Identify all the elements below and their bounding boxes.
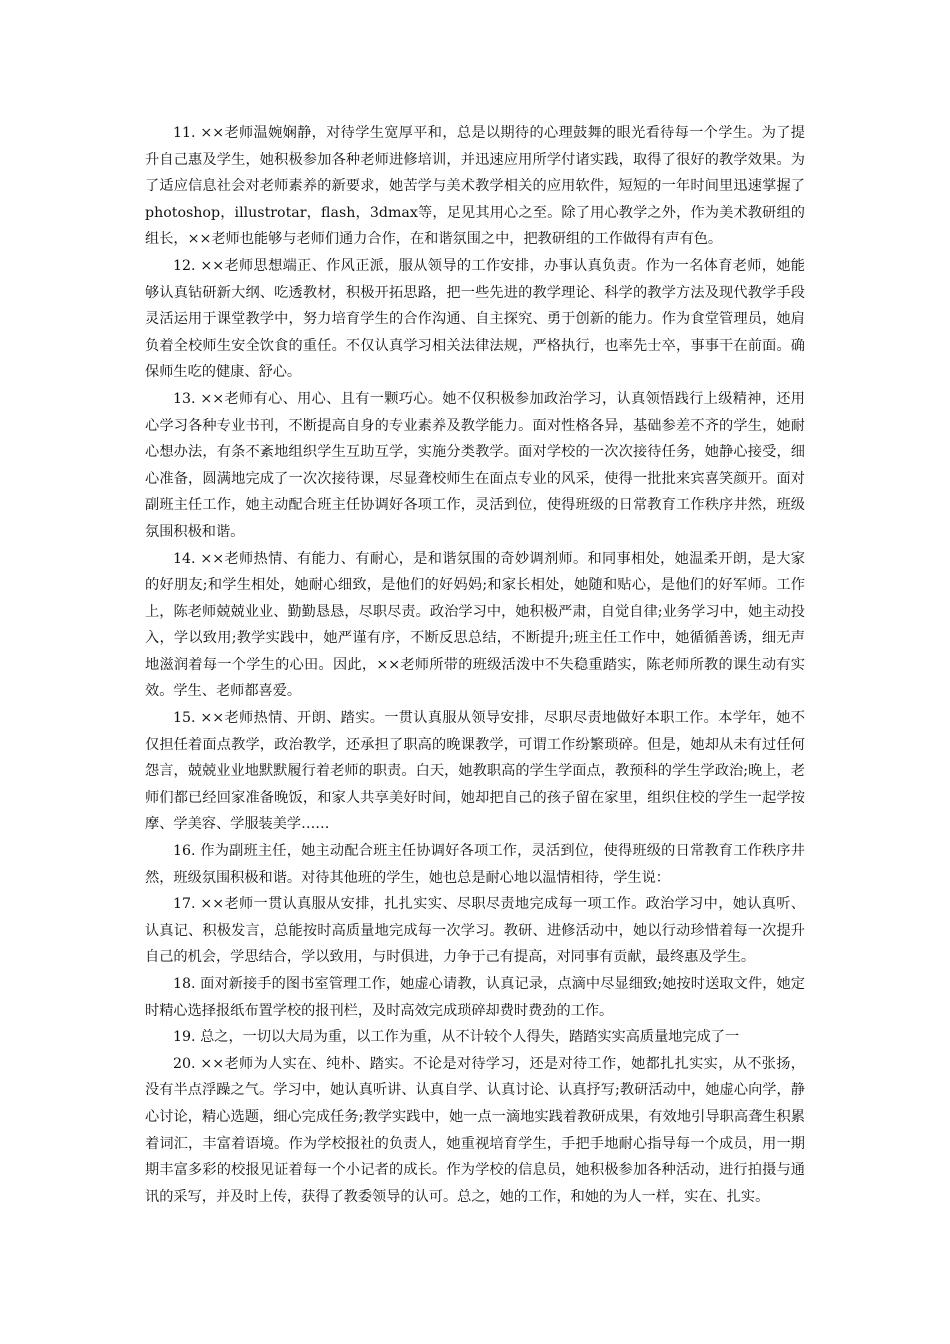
paragraph-16: 16. 作为副班主任，她主动配合班主任协调好各项工作，灵活到位，使得班级的日常教育工作秩序井然，班级氛围积极和谐。对待其他班的学生，她也总是耐心地以温情相待，学生说： — [145, 843, 805, 886]
paragraph-13: 13. ××老师有心、用心、且有一颗巧心。她不仅积极参加政治学习，认真领悟践行上级精神，还用心学习各种专业书刊，不断提高自身的专业素养及教学能力。面对性格各异，基础参差不齐的学生，她耐心想办法，有条不紊地组织学生互助互学，实施分类教学。面对学校的一次次接待任务，她静心接受，细心准备，圆满地完成了一次次接待课，尽显聋校师生在面点专业的风采，使得一批批来宾喜笑颜开。面对副班主任工作，她主动配合班主任协调好各项工作，灵活到位，使得班级的日常教育工作秩序井然，班级氛围积极和谐。 — [145, 390, 805, 540]
document-body — [145, 120, 805, 1210]
paragraph-17: 17. ××老师一贯认真服从安排，扎扎实实、尽职尽责地完成每一项工作。政治学习中，她认真听、认真记、积极发言，总能按时高质量地完成每一次学习。教研、进修活动中，她以行动珍惜着每一次提升自己的机会，学思结合，学以致用，与时俱进，力争于己有提高，对同事有贡献，最终惠及学生。 — [145, 896, 805, 966]
paragraph-20: 20. ××老师为人实在、纯朴、踏实。不论是对待学习，还是对待工作，她都扎扎实实，从不张扬，没有半点浮躁之气。学习中，她认真听讲、认真自学、认真讨论、认真抒写;教研活动中，她虚心向学，静心讨论，精心选题，细心完成任务;教学实践中，她一点一滴地实践着教研成果，有效地引导职高聋生积累着词汇，丰富着语境。作为学校报社的负责人，她重视培育学生，手把手地耐心指导每一个成员，用一期期丰富多彩的校报见证着每一个小记者的成长。作为学校的信息员，她积极参加各种活动，进行拍摄与通讯的采写，并及时上传，获得了教委领导的认可。总之，她的工作，和她的为人一样，实在、扎实。 — [145, 1055, 805, 1205]
paragraph-11: 11. ××老师温婉娴静，对待学生宽厚平和，总是以期待的心理鼓舞的眼光看待每一个学生。为了提升自己惠及学生，她积极参加各种老师进修培训，并迅速应用所学付诸实践，取得了很好的教学效果。为了适应信息社会对老师素养的新要求，她苦学与美术教学相关的应用软件，短短的一年时间里迅速掌握了photoshop，illustrotar，flash，3dmax等，足见其用心之至。除了用心教学之外，作为美术教研组的组长，××老师也能够与老师们通力合作，在和谐氛围之中，把教研组的工作做得有声有色。 — [145, 125, 805, 248]
paragraph-12: 12. ××老师思想端正、作风正派，服从领导的工作安排，办事认真负责。作为一名体育老师，她能够认真钻研新大纲、吃透教材，积极开拓思路，把一些先进的教学理论、科学的教学方法及现代教学手段灵活运用于课堂教学中，努力培育学生的合作沟通、自主探究、勇于创新的能力。作为食堂管理员，她肩负着全校师生安全饮食的重任。不仅认真学习相关法律法规，严格执行，也率先士卒，事事干在前面。确保师生吃的健康、舒心。 — [145, 257, 805, 381]
paragraph-18: 18. 面对新接手的图书室管理工作，她虚心请教，认真记录，点滴中尽显细致;她按时送取文件，她定时精心选择报纸布置学校的报刊栏，及时高效完成琐碎却费时费劲的工作。 — [145, 976, 805, 1019]
paragraph-14: 14. ××老师热情、有能力、有耐心，是和谐氛围的奇妙调剂师。和同事相处，她温柔开朗，是大家的好朋友;和学生相处，她耐心细致，是他们的好妈妈;和家长相处，她随和贴心，是他们的好军师。工作上，陈老师兢兢业业、勤勤恳恳，尽职尽责。政治学习中，她积极严肃，自觉自律;业务学习中，她主动投入，学以致用;教学实践中，她严谨有序，不断反思总结，不断提升;班主任工作中，她循循善诱，细无声地滋润着每一个学生的心田。因此，××老师所带的班级活泼中不失稳重踏实，陈老师所教的课生动有实效。学生、老师都喜爱。 — [145, 550, 805, 700]
paragraph-15: 15. ××老师热情、开朗、踏实。一贯认真服从领导安排，尽职尽责地做好本职工作。本学年，她不仅担任着面点教学，政治教学，还承担了职高的晚课教学，可谓工作纷繁琐碎。但是，她却从未有过任何怨言，兢兢业业地默默履行着老师的职责。白天，她教职高的学生学面点，教预科的学生学政治;晚上，老师们都已经回家准备晚饭，和家人共享美好时间，她却把自己的孩子留在家里，组织住校的学生一起学按摩、学美容、学服装美学…… — [145, 710, 805, 833]
paragraph-19: 19. 总之，一切以大局为重，以工作为重，从不计较个人得失，踏踏实实高质量地完成了一 — [173, 1029, 740, 1046]
